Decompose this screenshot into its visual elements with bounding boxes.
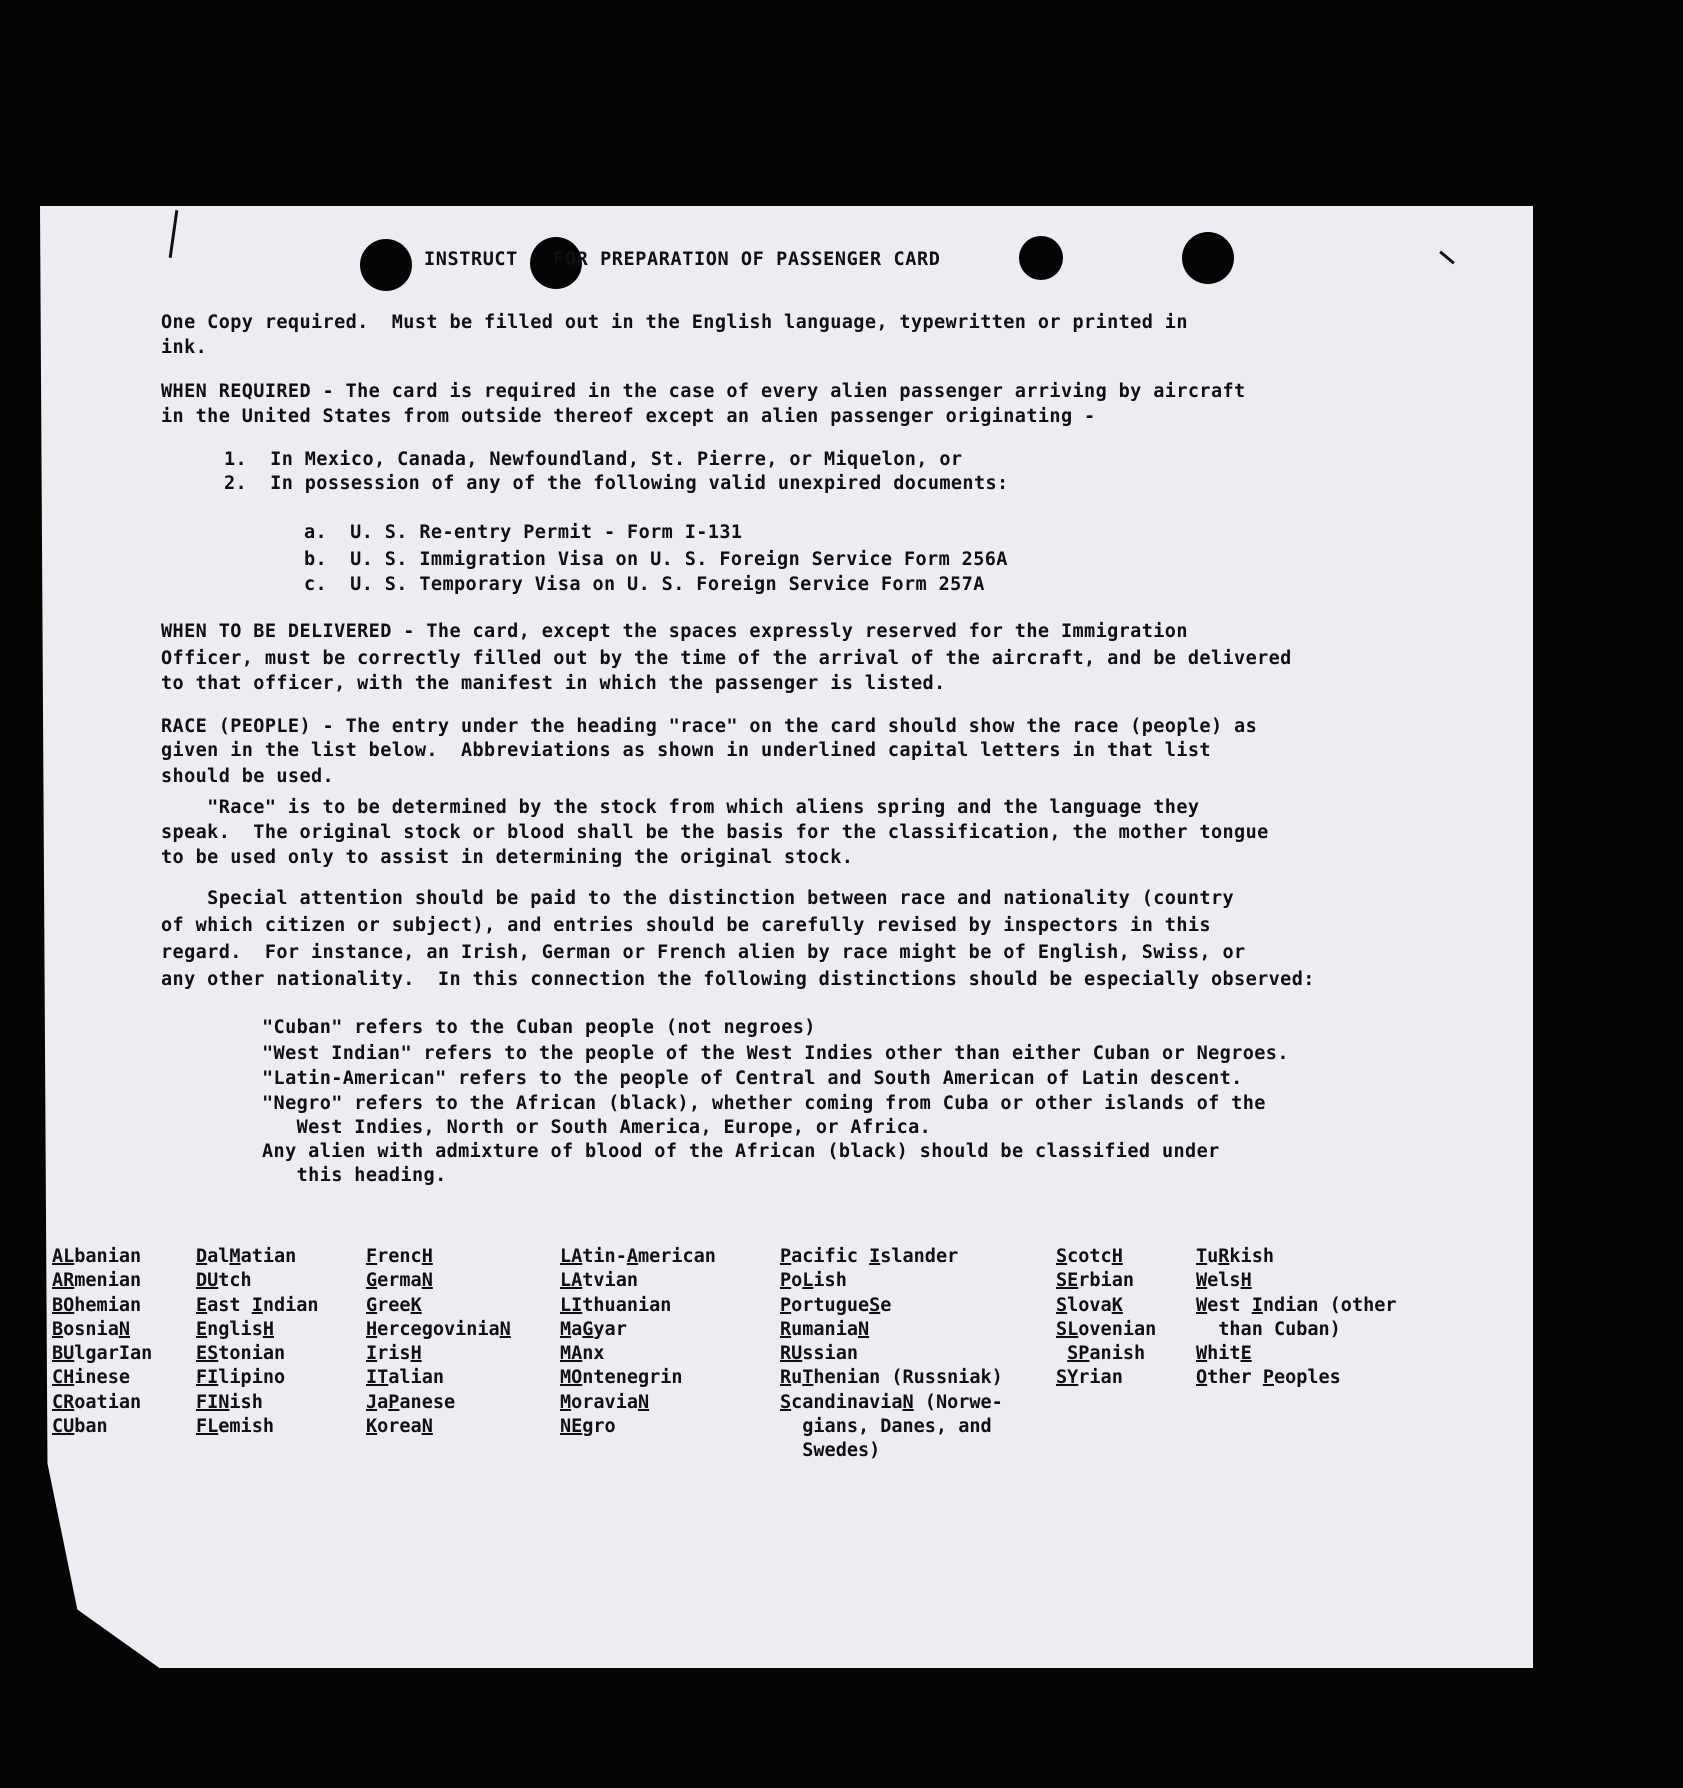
race-entry: ScandinaviaN (Norwe- xyxy=(780,1391,1003,1413)
numbered-item: 2. In possession of any of the following valid unexpired documents: xyxy=(224,473,1009,494)
race-entry: RumaniaN xyxy=(780,1318,870,1340)
distinction-line: "Cuban" refers to the Cuban people (not negroes) xyxy=(262,1017,816,1038)
race-entry: RUssian xyxy=(780,1343,858,1365)
punch-hole xyxy=(360,239,412,291)
race-entry: SErbian xyxy=(1056,1270,1134,1292)
race-entry: EnglisH xyxy=(196,1318,274,1340)
race-list-column xyxy=(560,1245,716,1439)
special-attention-line: Special attention should be paid to the distinction between race and nationality (country xyxy=(161,888,1235,909)
race-entry: LAtin-American xyxy=(560,1246,716,1267)
race-entry: IrisH xyxy=(366,1343,422,1365)
race-entry: CHinese xyxy=(52,1367,130,1389)
race-entry: NEgro xyxy=(560,1416,616,1438)
race-entry: SPanish xyxy=(1067,1343,1146,1365)
lettered-item: b. U. S. Immigration Visa on U. S. Foreign Service Form 256A xyxy=(304,549,1008,570)
race-entry: GermaN xyxy=(366,1270,433,1292)
race-entry: CUban xyxy=(52,1416,108,1438)
race-entry: WhitE xyxy=(1196,1343,1252,1365)
race-entry: PoLish xyxy=(780,1270,847,1292)
distinction-line: "West Indian" refers to the people of the West Indies other than either Cuban or Negroes. xyxy=(262,1043,1289,1064)
when-delivered-line: Officer, must be correctly filled out by the time of the arrival of the aircraft, and be delivered xyxy=(161,648,1292,669)
intro-line: ink. xyxy=(161,337,208,358)
race-entry: gians, Danes, and xyxy=(780,1416,992,1438)
distinction-line: "Latin-American" refers to the people of Central and South American of Latin descent. xyxy=(262,1068,1243,1089)
race-entry: ARmenian xyxy=(52,1270,142,1292)
race-intro-line: given in the list below. Abbreviations as shown in underlined capital letters in that list xyxy=(161,740,1211,761)
race-entry: FINish xyxy=(196,1391,263,1413)
race-entry: FLemish xyxy=(196,1416,274,1438)
race-entry: West Indian (other xyxy=(1196,1294,1397,1316)
race-entry: MAnx xyxy=(560,1343,605,1365)
race-entry: TuRkish xyxy=(1196,1246,1274,1267)
race-list-column xyxy=(780,1245,1003,1464)
race-entry: than Cuban) xyxy=(1196,1318,1341,1340)
race-entry: BosniaN xyxy=(52,1318,130,1340)
distinction-line: West Indies, North or South America, Europe, or Africa. xyxy=(262,1117,932,1138)
document-title: INSTRUCT FOR PREPARATION OF PASSENGER CARD xyxy=(424,249,941,270)
race-entry: KoreaN xyxy=(366,1416,433,1438)
punch-hole xyxy=(1182,232,1234,284)
race-intro-line: RACE (PEOPLE) - The entry under the heading "race" on the card should show the race (people) as xyxy=(161,716,1258,737)
distinction-line: Any alien with admixture of blood of the African (black) should be classified under xyxy=(262,1141,1220,1162)
race-entry: JaPanese xyxy=(366,1391,456,1413)
race-entry: DalMatian xyxy=(196,1246,297,1267)
lettered-item: c. U. S. Temporary Visa on U. S. Foreign Service Form 257A xyxy=(304,574,985,595)
race-entry: Pacific Islander xyxy=(780,1246,959,1267)
race-definition-line: speak. The original stock or blood shall be the basis for the classification, the mother tongue xyxy=(161,822,1269,843)
race-list-column xyxy=(1196,1245,1397,1391)
race-entry: SYrian xyxy=(1056,1367,1123,1389)
special-attention-line: any other nationality. In this connection the following distinctions should be especially observed: xyxy=(161,969,1315,990)
race-entry: HercegoviniaN xyxy=(366,1318,511,1340)
punch-hole xyxy=(1019,236,1063,280)
distinction-line: this heading. xyxy=(262,1165,447,1186)
race-entry: RuThenian (Russniak) xyxy=(780,1367,1003,1389)
race-entry: East Indian xyxy=(196,1294,319,1316)
race-definition-line: "Race" is to be determined by the stock from which aliens spring and the language they xyxy=(161,797,1200,818)
race-entry: MOntenegrin xyxy=(560,1367,683,1389)
special-attention-line: of which citizen or subject), and entries should be carefully revised by inspectors in this xyxy=(161,915,1211,936)
when-required-line: WHEN REQUIRED - The card is required in the case of every alien passenger arriving by aircraft xyxy=(161,381,1246,402)
race-list-column xyxy=(366,1245,511,1439)
race-entry: Swedes) xyxy=(780,1440,881,1462)
when-required-line: in the United States from outside thereof except an alien passenger originating - xyxy=(161,406,1096,427)
race-entry: CRoatian xyxy=(52,1391,142,1413)
race-entry: Other Peoples xyxy=(1196,1367,1341,1389)
pen-mark xyxy=(1439,251,1455,265)
race-entry: LAtvian xyxy=(560,1270,638,1292)
race-entry: MaGyar xyxy=(560,1318,627,1340)
race-entry: WelsH xyxy=(1196,1270,1252,1292)
when-delivered-line: to that officer, with the manifest in which the passenger is listed. xyxy=(161,673,946,694)
intro-line: One Copy required. Must be filled out in the English language, typewritten or printed in xyxy=(161,312,1188,333)
race-list-column xyxy=(196,1245,319,1439)
race-entry: BUlgarIan xyxy=(52,1343,153,1365)
race-entry: ITalian xyxy=(366,1367,444,1389)
lettered-item: a. U. S. Re-entry Permit - Form I-131 xyxy=(304,522,743,543)
race-entry: SlovaK xyxy=(1056,1294,1123,1316)
pen-mark xyxy=(169,210,179,258)
race-intro-line: should be used. xyxy=(161,766,335,787)
distinction-line: "Negro" refers to the African (black), whether coming from Cuba or other islands of the xyxy=(262,1093,1266,1114)
race-entry: EStonian xyxy=(196,1343,286,1365)
when-delivered-line: WHEN TO BE DELIVERED - The card, except the spaces expressly reserved for the Immigration xyxy=(161,621,1188,642)
special-attention-line: regard. For instance, an Irish, German or French alien by race might be of English, Swiss, or xyxy=(161,942,1246,963)
race-entry: FrencH xyxy=(366,1246,433,1267)
race-entry: FIlipino xyxy=(196,1367,286,1389)
race-entry: ScotcH xyxy=(1056,1246,1123,1267)
race-entry: PortugueSe xyxy=(780,1294,892,1316)
race-entry: MoraviaN xyxy=(560,1391,650,1413)
race-list-column xyxy=(1056,1245,1156,1391)
race-entry: LIthuanian xyxy=(560,1294,672,1316)
race-entry: BOhemian xyxy=(52,1294,142,1316)
race-list-column xyxy=(52,1245,152,1439)
race-definition-line: to be used only to assist in determining the original stock. xyxy=(161,847,854,868)
race-entry: SLovenian xyxy=(1056,1318,1157,1340)
numbered-item: 1. In Mexico, Canada, Newfoundland, St. Pierre, or Miquelon, or xyxy=(224,449,963,470)
race-entry: DUtch xyxy=(196,1270,252,1292)
race-entry: GreeK xyxy=(366,1294,422,1316)
race-entry: ALbanian xyxy=(52,1246,142,1267)
